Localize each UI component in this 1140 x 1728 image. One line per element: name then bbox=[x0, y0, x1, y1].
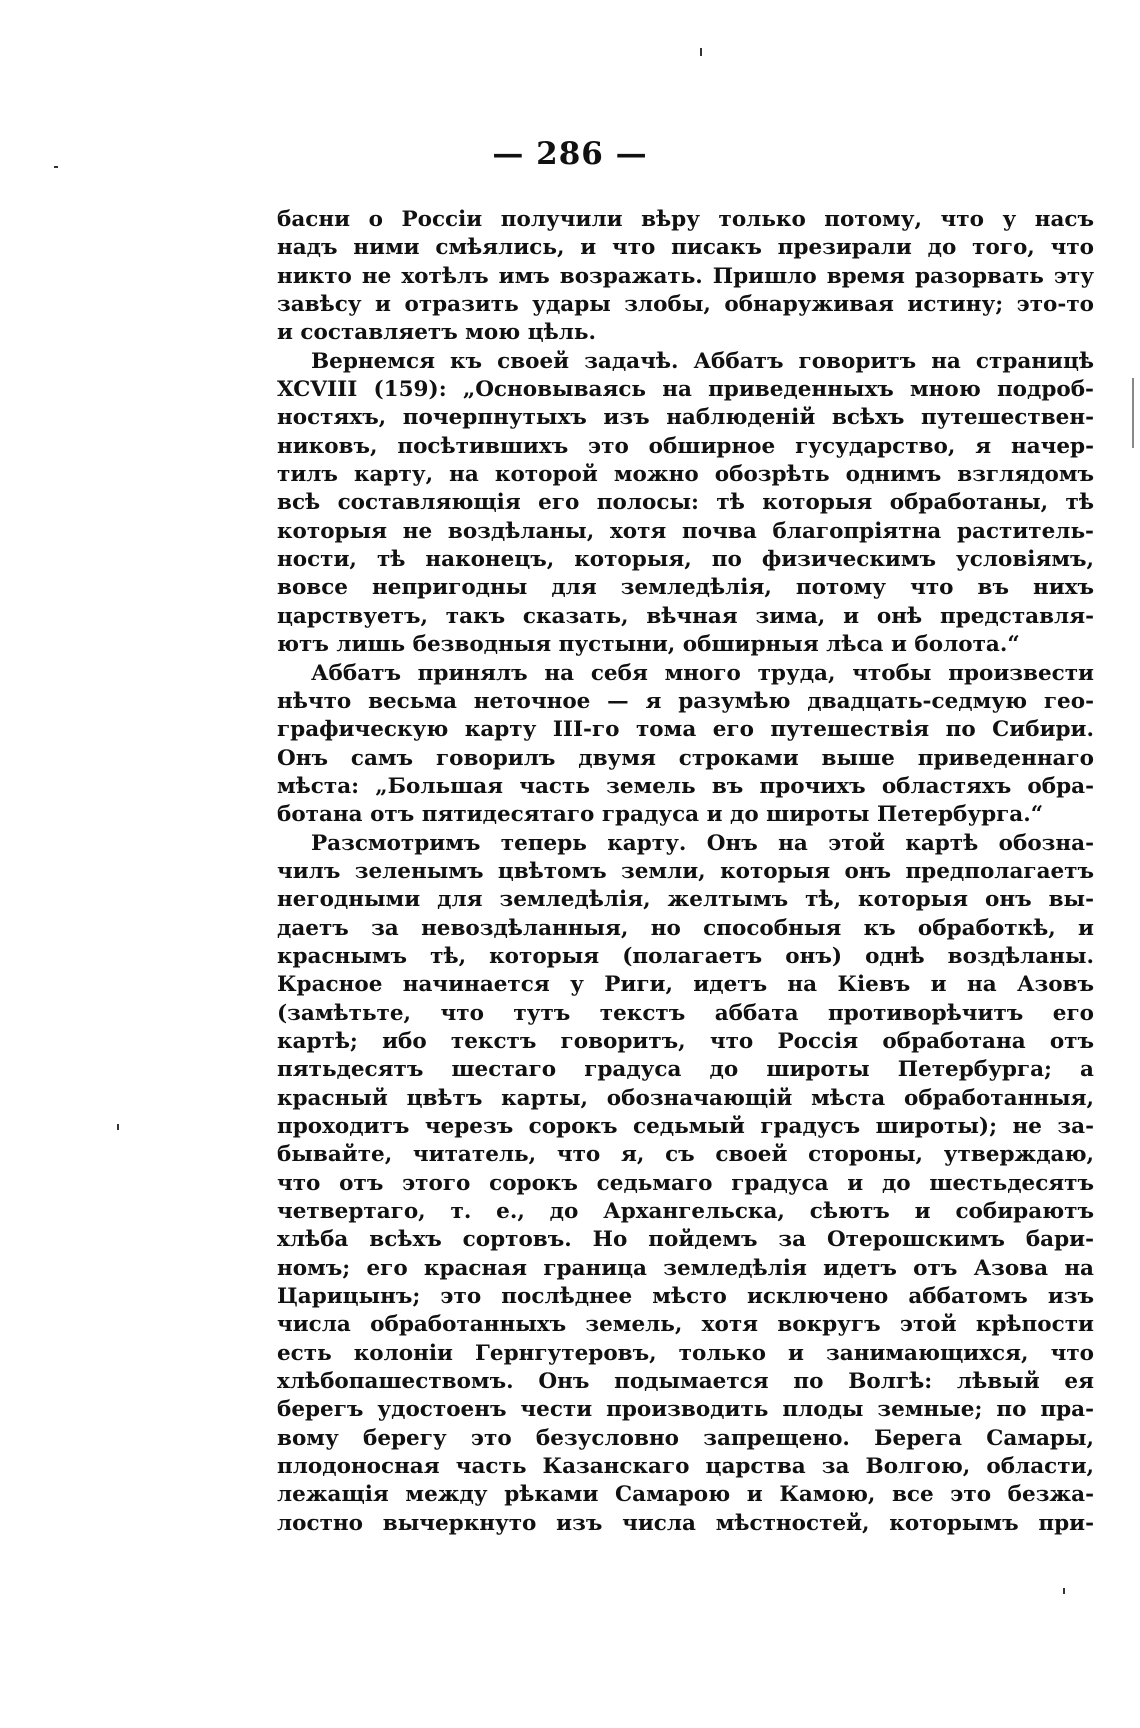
scan-speck bbox=[700, 48, 702, 56]
text-line: XCVIII (159): „Основываясь на приведенныхъ мною подроб- bbox=[277, 377, 1094, 403]
text-line: царствуетъ, такъ сказать, вѣчная зима, и онѣ представля- bbox=[277, 603, 1094, 629]
text-line: которыя не воздѣланы, хотя почва благопріятна раститель- bbox=[277, 518, 1094, 544]
text-line: лостно вычеркнуто изъ числа мѣстностей, которымъ при- bbox=[277, 1510, 1094, 1536]
text-line: всѣ составляющія его полосы: тѣ которыя обработаны, тѣ bbox=[277, 490, 1094, 516]
text-line: вому берегу это безусловно запрещено. Берега Самары, bbox=[277, 1425, 1094, 1451]
text-line: есть колоніи Гернгутеровъ, только и занимающихся, что bbox=[277, 1340, 1094, 1366]
text-line: басни о Россіи получили вѣру только потому, что у насъ bbox=[277, 207, 1094, 232]
text-line: хлѣба всѣхъ сортовъ. Но пойдемъ за Отерошскимъ бари- bbox=[277, 1227, 1094, 1253]
text-line: числа обработанныхъ земель, хотя вокругъ этой крѣпости bbox=[277, 1312, 1094, 1338]
text-line: Красное начинается у Риги, идетъ на Кіевъ и на Азовъ bbox=[277, 972, 1094, 998]
scan-speck bbox=[1132, 378, 1134, 448]
text-line: бывайте, читатель, что я, съ своей стороны, утверждаю, bbox=[277, 1142, 1094, 1168]
text-line: надъ ними смѣялись, и что писакъ презирали до того, что bbox=[277, 235, 1094, 261]
text-line: негодными для земледѣлія, желтымъ тѣ, которыя онъ вы- bbox=[277, 887, 1094, 913]
text-line: ностяхъ, почерпнутыхъ изъ наблюденій всѣхъ путешествен- bbox=[277, 405, 1094, 431]
text-line: краснымъ тѣ, которыя (полагаетъ онъ) однѣ воздѣланы. bbox=[277, 943, 1094, 969]
text-line: вовсе непригодны для земледѣлія, потому что въ нихъ bbox=[277, 575, 1094, 601]
text-line: четвертаго, т. е., до Архангельска, сѣютъ и собираютъ bbox=[277, 1199, 1094, 1225]
text-line: Разсмотримъ теперь карту. Онъ на этой картѣ обозна- bbox=[311, 830, 1094, 856]
text-line: лежащія между рѣками Самарою и Камою, все это безжа- bbox=[277, 1482, 1094, 1508]
text-line: номъ; его красная граница земледѣлія идетъ отъ Азова на bbox=[277, 1255, 1094, 1281]
text-line: завѣсу и отразить удары злобы, обнаруживая истину; это-то bbox=[277, 292, 1094, 318]
text-line: хлѣбопашествомъ. Онъ подымается по Волгѣ: лѣвый ея bbox=[277, 1369, 1094, 1395]
text-line: и составляетъ мою цѣль. bbox=[277, 320, 596, 346]
text-line: никовъ, посѣтившихъ это обширное гусударство, я начер- bbox=[277, 433, 1094, 459]
text-line: мѣста: „Большая часть земель въ прочихъ областяхъ обра- bbox=[277, 773, 1094, 799]
text-line: пятьдесятъ шестаго градуса до широты Петербурга; а bbox=[277, 1057, 1094, 1083]
scan-speck bbox=[54, 166, 58, 168]
text-line: нѣчто весьма неточное — я разумѣю двадцать-седмую гео- bbox=[277, 688, 1094, 714]
text-line: берегъ удостоенъ чести производить плоды земные; по пра- bbox=[277, 1397, 1094, 1423]
text-line: Царицынъ; это послѣднее мѣсто исключено аббатомъ изъ bbox=[277, 1284, 1094, 1310]
text-line: тилъ карту, на которой можно обозрѣть однимъ взглядомъ bbox=[277, 462, 1094, 488]
text-line: графическую карту III-го тома его путешествія по Сибири. bbox=[277, 717, 1094, 743]
text-line: Аббатъ принялъ на себя много труда, чтобы произвести bbox=[311, 660, 1094, 686]
page-number: — 286 — bbox=[492, 136, 648, 172]
text-line: чилъ зеленымъ цвѣтомъ земли, которыя онъ предполагаетъ bbox=[277, 858, 1094, 884]
text-line: никто не хотѣлъ имъ возражать. Пришло время разорвать эту bbox=[277, 263, 1094, 289]
text-line: картѣ; ибо текстъ говоритъ, что Россія обработана отъ bbox=[277, 1028, 1094, 1054]
text-line: ности, тѣ наконецъ, которыя, по физическимъ условіямъ, bbox=[277, 547, 1094, 573]
text-line: (замѣтьте, что тутъ текстъ аббата противорѣчитъ его bbox=[277, 1000, 1094, 1026]
text-line: Онъ самъ говорилъ двумя строками выше приведеннаго bbox=[277, 745, 1094, 771]
scan-speck bbox=[117, 1124, 119, 1130]
text-line: даетъ за невоздѣланныя, но способныя къ обработкѣ, и bbox=[277, 915, 1094, 941]
text-line: проходитъ черезъ сорокъ седьмый градусъ широты); не за- bbox=[277, 1114, 1094, 1139]
text-line: плодоносная часть Казанскаго царства за Волгою, области, bbox=[277, 1454, 1094, 1480]
text-line: ботана отъ пятидесятаго градуса и до широты Петербурга.“ bbox=[277, 802, 1044, 828]
scan-speck bbox=[1063, 1588, 1065, 1594]
text-line: что отъ этого сорокъ седьмаго градуса и до шестьдесятъ bbox=[277, 1170, 1094, 1196]
body-text bbox=[277, 206, 1094, 1538]
text-line: Вернемся къ своей задачѣ. Аббатъ говоритъ на страницѣ bbox=[311, 348, 1094, 374]
text-line: красный цвѣтъ карты, обозначающій мѣста обработанныя, bbox=[277, 1085, 1094, 1111]
text-line: ютъ лишь безводныя пустыни, обширныя лѣса и болота.“ bbox=[277, 632, 1020, 658]
